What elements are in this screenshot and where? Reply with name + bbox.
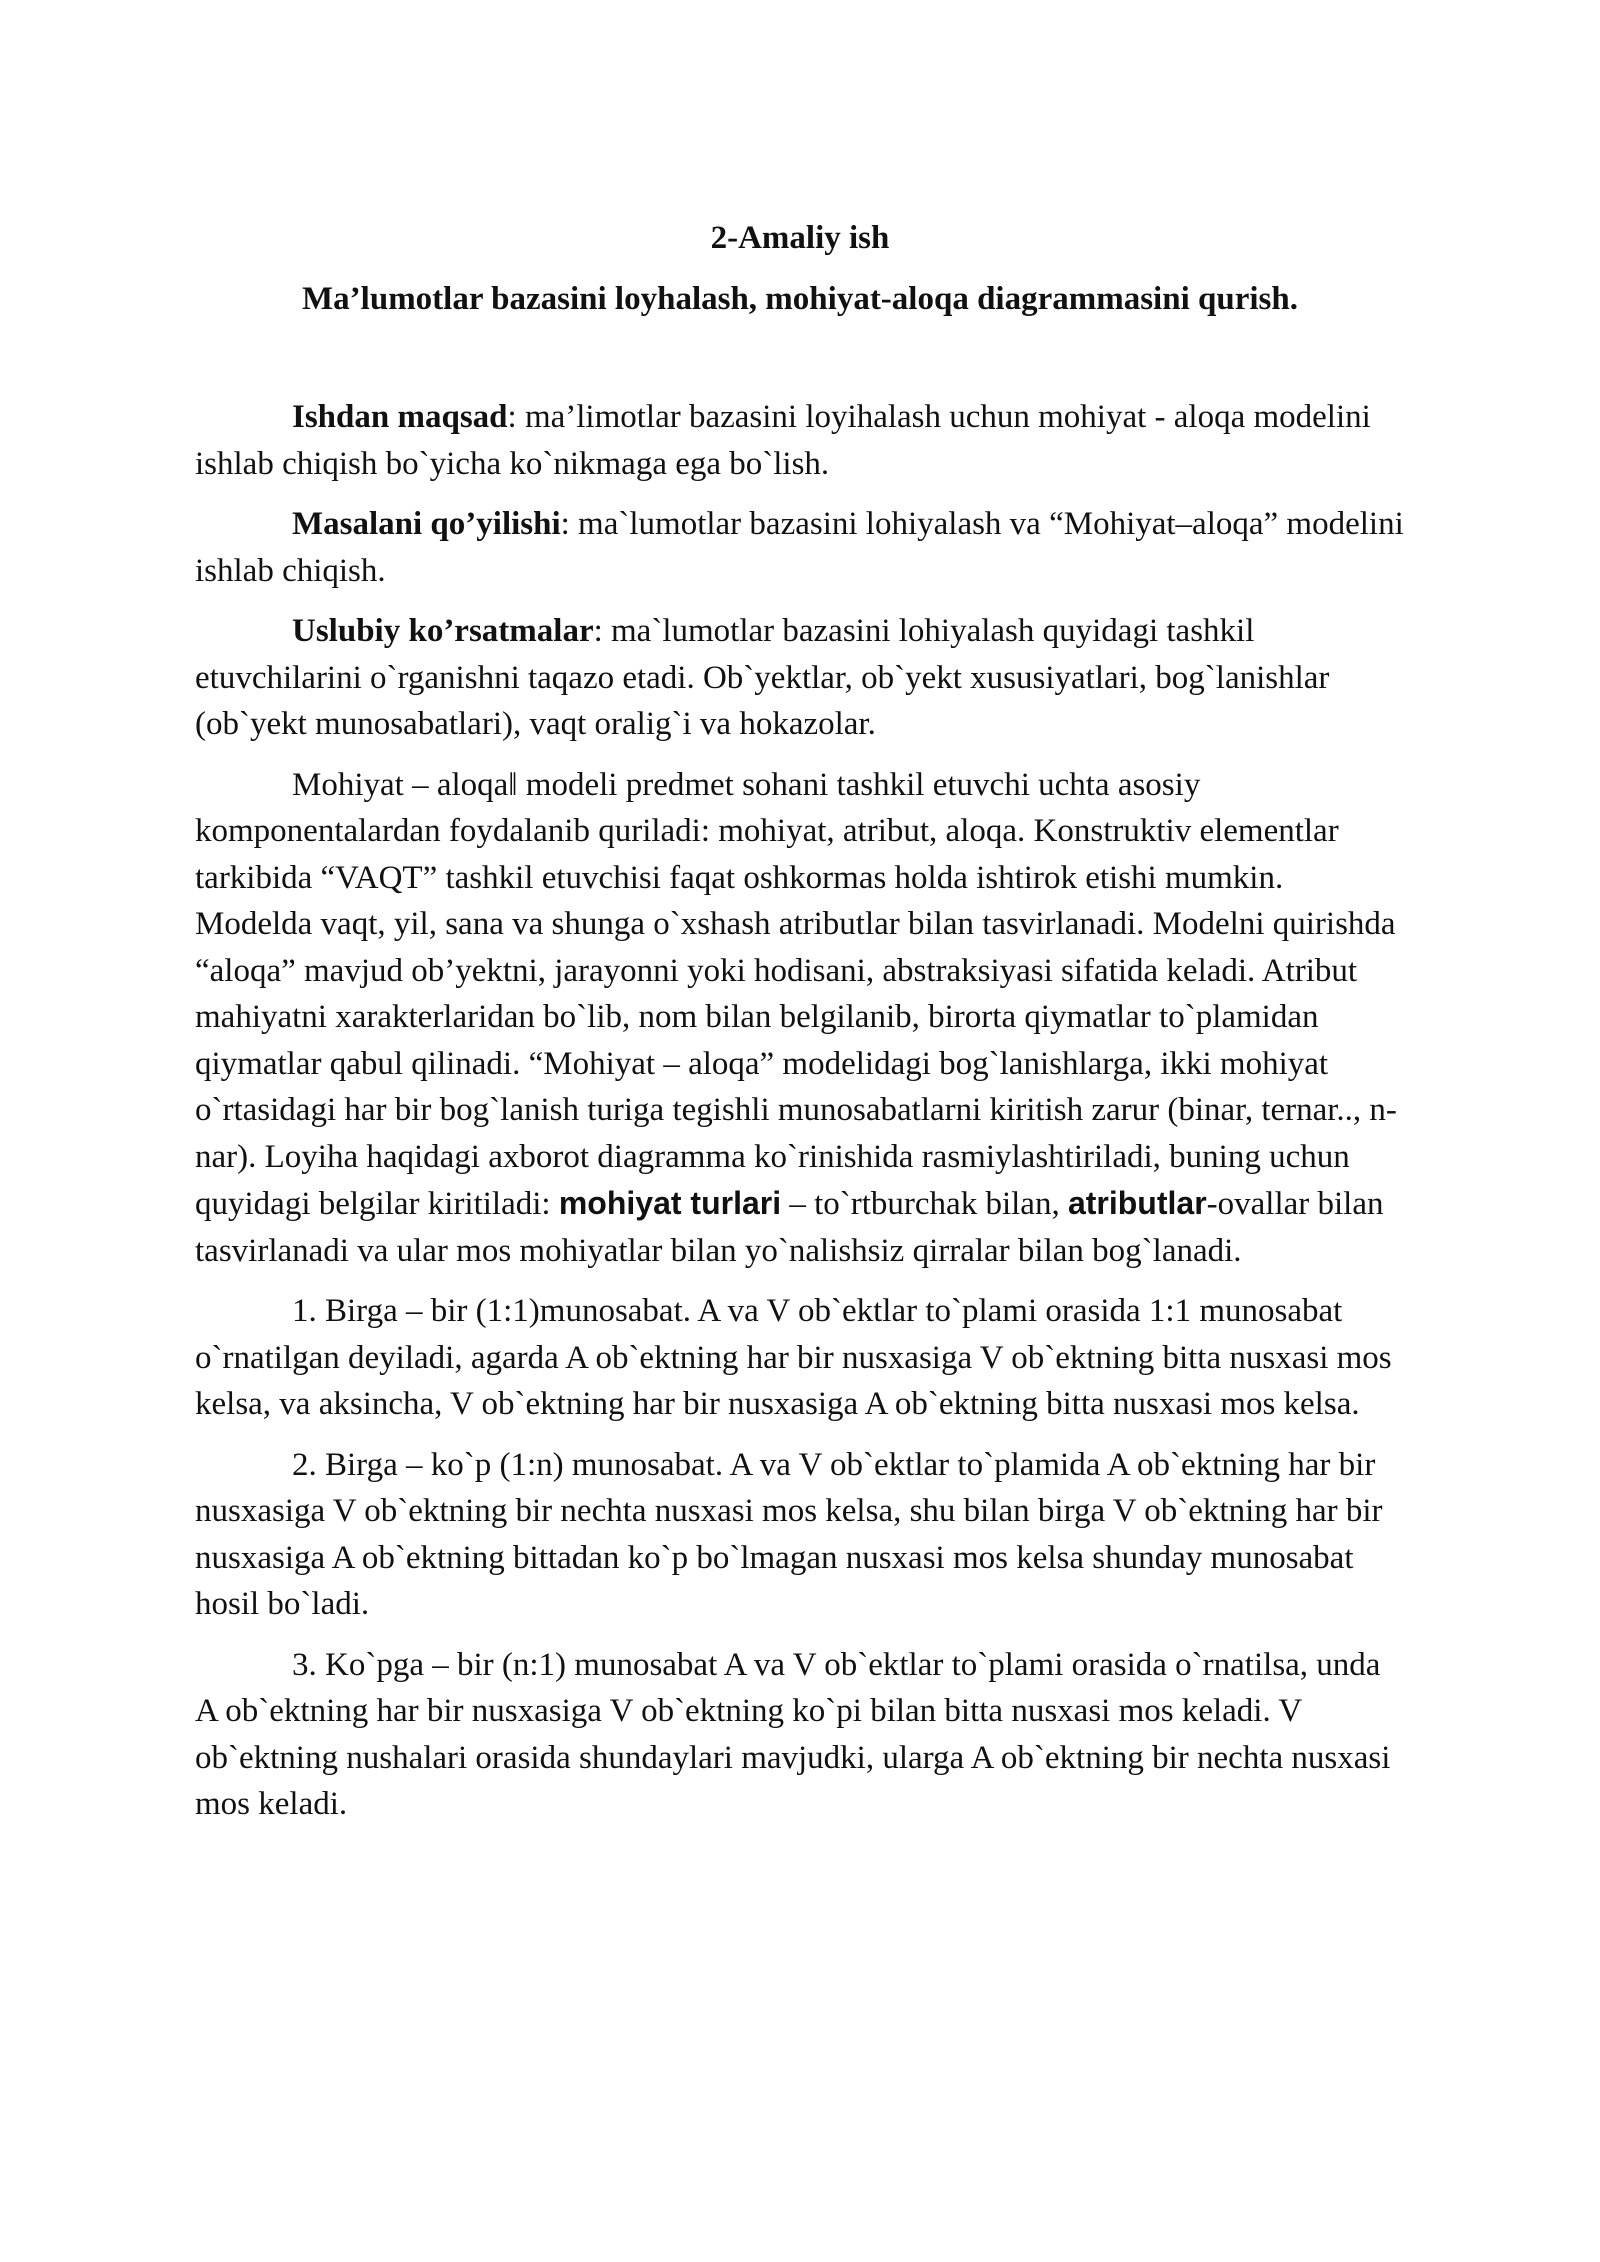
task-paragraph <box>195 501 1405 594</box>
goal-text: : ma’limotlar bazasini loyihalash uchun mohiyat - aloqa modelini ishlab chiqish bo`yicha ko`nikmaga ega bo`lish. <box>195 399 1371 482</box>
task-label: Masalani qo’yilishi <box>292 506 561 542</box>
list-item-one-to-one: 1. Birga – bir (1:1)munosabat. A va V ob`ektlar to`plami orasida 1:1 munosabat o`rnatilgan deyiladi, agarda A ob`ektning har bir nusxasiga V ob`ektning bitta nusxasi mos kelsa, va aksincha, V ob`ektning har bir nusxasiga A ob`ektning bitta nusxasi mos kelsa. <box>195 1293 1392 1422</box>
model-description-text-2: – to`rtburchak bilan, <box>781 1186 1068 1222</box>
guidelines-text: : ma`lumotlar bazasini lohiyalash quyidagi tashkil etuvchilarini o`rganishni taqazo etadi. Ob`yektlar, ob`yekt xususiyatlari, bog`lanishlar (ob`yekt munosabatlari), vaqt oralig`i va hokazolar. <box>195 613 1330 742</box>
list-item-many-to-one: 3. Ko`pga – bir (n:1) munosabat A va V ob`ektlar to`plami orasida o`rnatilsa, unda A ob`ektning har bir nusxasiga V ob`ektning ko`pi bilan bitta nusxasi mos keladi. V ob`ektning nushalari orasida shundaylari mavjudki, ularga A ob`ektning bir nechta nusxasi mos keladi. <box>195 1646 1391 1822</box>
model-description-paragraph <box>195 762 1405 1275</box>
page-title: 2-Amaliy ish <box>710 220 890 256</box>
model-description-text-3: -ovallar bilan tasvirlanadi va ular mos mohiyatlar bilan yo`nalishsiz qirralar bilan bog`lanadi. <box>195 1186 1384 1269</box>
goal-paragraph <box>195 394 1405 487</box>
guidelines-label: Uslubiy ko’rsatmalar <box>292 613 594 649</box>
page-subtitle: Ma’lumotlar bazasini loyhalash, mohiyat-aloqa diagrammasini qurish. <box>302 280 1298 317</box>
goal-label: Ishdan maqsad <box>292 399 508 435</box>
document-content <box>195 215 1405 1842</box>
guidelines-paragraph <box>195 608 1405 748</box>
attributes-term: atributlar <box>1067 1185 1207 1221</box>
task-text: : ma`lumotlar bazasini lohiyalash va “Mohiyat–aloqa” modelini ishlab chiqish. <box>195 506 1404 589</box>
list-item-one-to-many: 2. Birga – ko`p (1:n) munosabat. A va V ob`ektlar to`plamida A ob`ektning har bir nusxasiga V ob`ektning bir nechta nusxasi mos kelsa, shu bilan birga V ob`ektning har bir nusxasiga A ob`ektning bittadan ko`p bo`lmagan nusxasi mos kelsa shunday munosabat hosil bo`ladi. <box>195 1446 1383 1622</box>
entity-types-term: mohiyat turlari <box>558 1185 782 1221</box>
model-description-text-1: Mohiyat – aloqa‖ modeli predmet sohani tashkil etuvchi uchta asosiy komponentalardan foydalanib quriladi: mohiyat, atribut, aloqa. Konstruktiv elementlar tarkibida “VAQT” tashkil etuvchisi faqat oshkormas holda ishtirok etishi mumkin. Modelda vaqt, yil, sana va shunga o`xshash atributlar bilan tasvirlanadi. Modelni quirishda “aloqa” mavjud ob’yektni, jarayonni yoki hodisani, abstraksiyasi sifatida keladi. Atribut mahiyatni xarakterlaridan bo`lib, nom bilan belgilanib, birorta qiymatlar to`plamidan qiymatlar qabul qilinadi. “Mohiyat – aloqa” modelidagi bog`lanishlarga, ikki mohiyat o`rtasidagi har bir bog`lanish turiga tegishli munosabatlarni kiritish zarur (binar, ternar.., n-nar). Loyiha haqidagi axborot diagramma ko`rinishida rasmiylashtiriladi, buning uchun quyidagi belgilar kiritiladi: <box>195 766 1397 1222</box>
